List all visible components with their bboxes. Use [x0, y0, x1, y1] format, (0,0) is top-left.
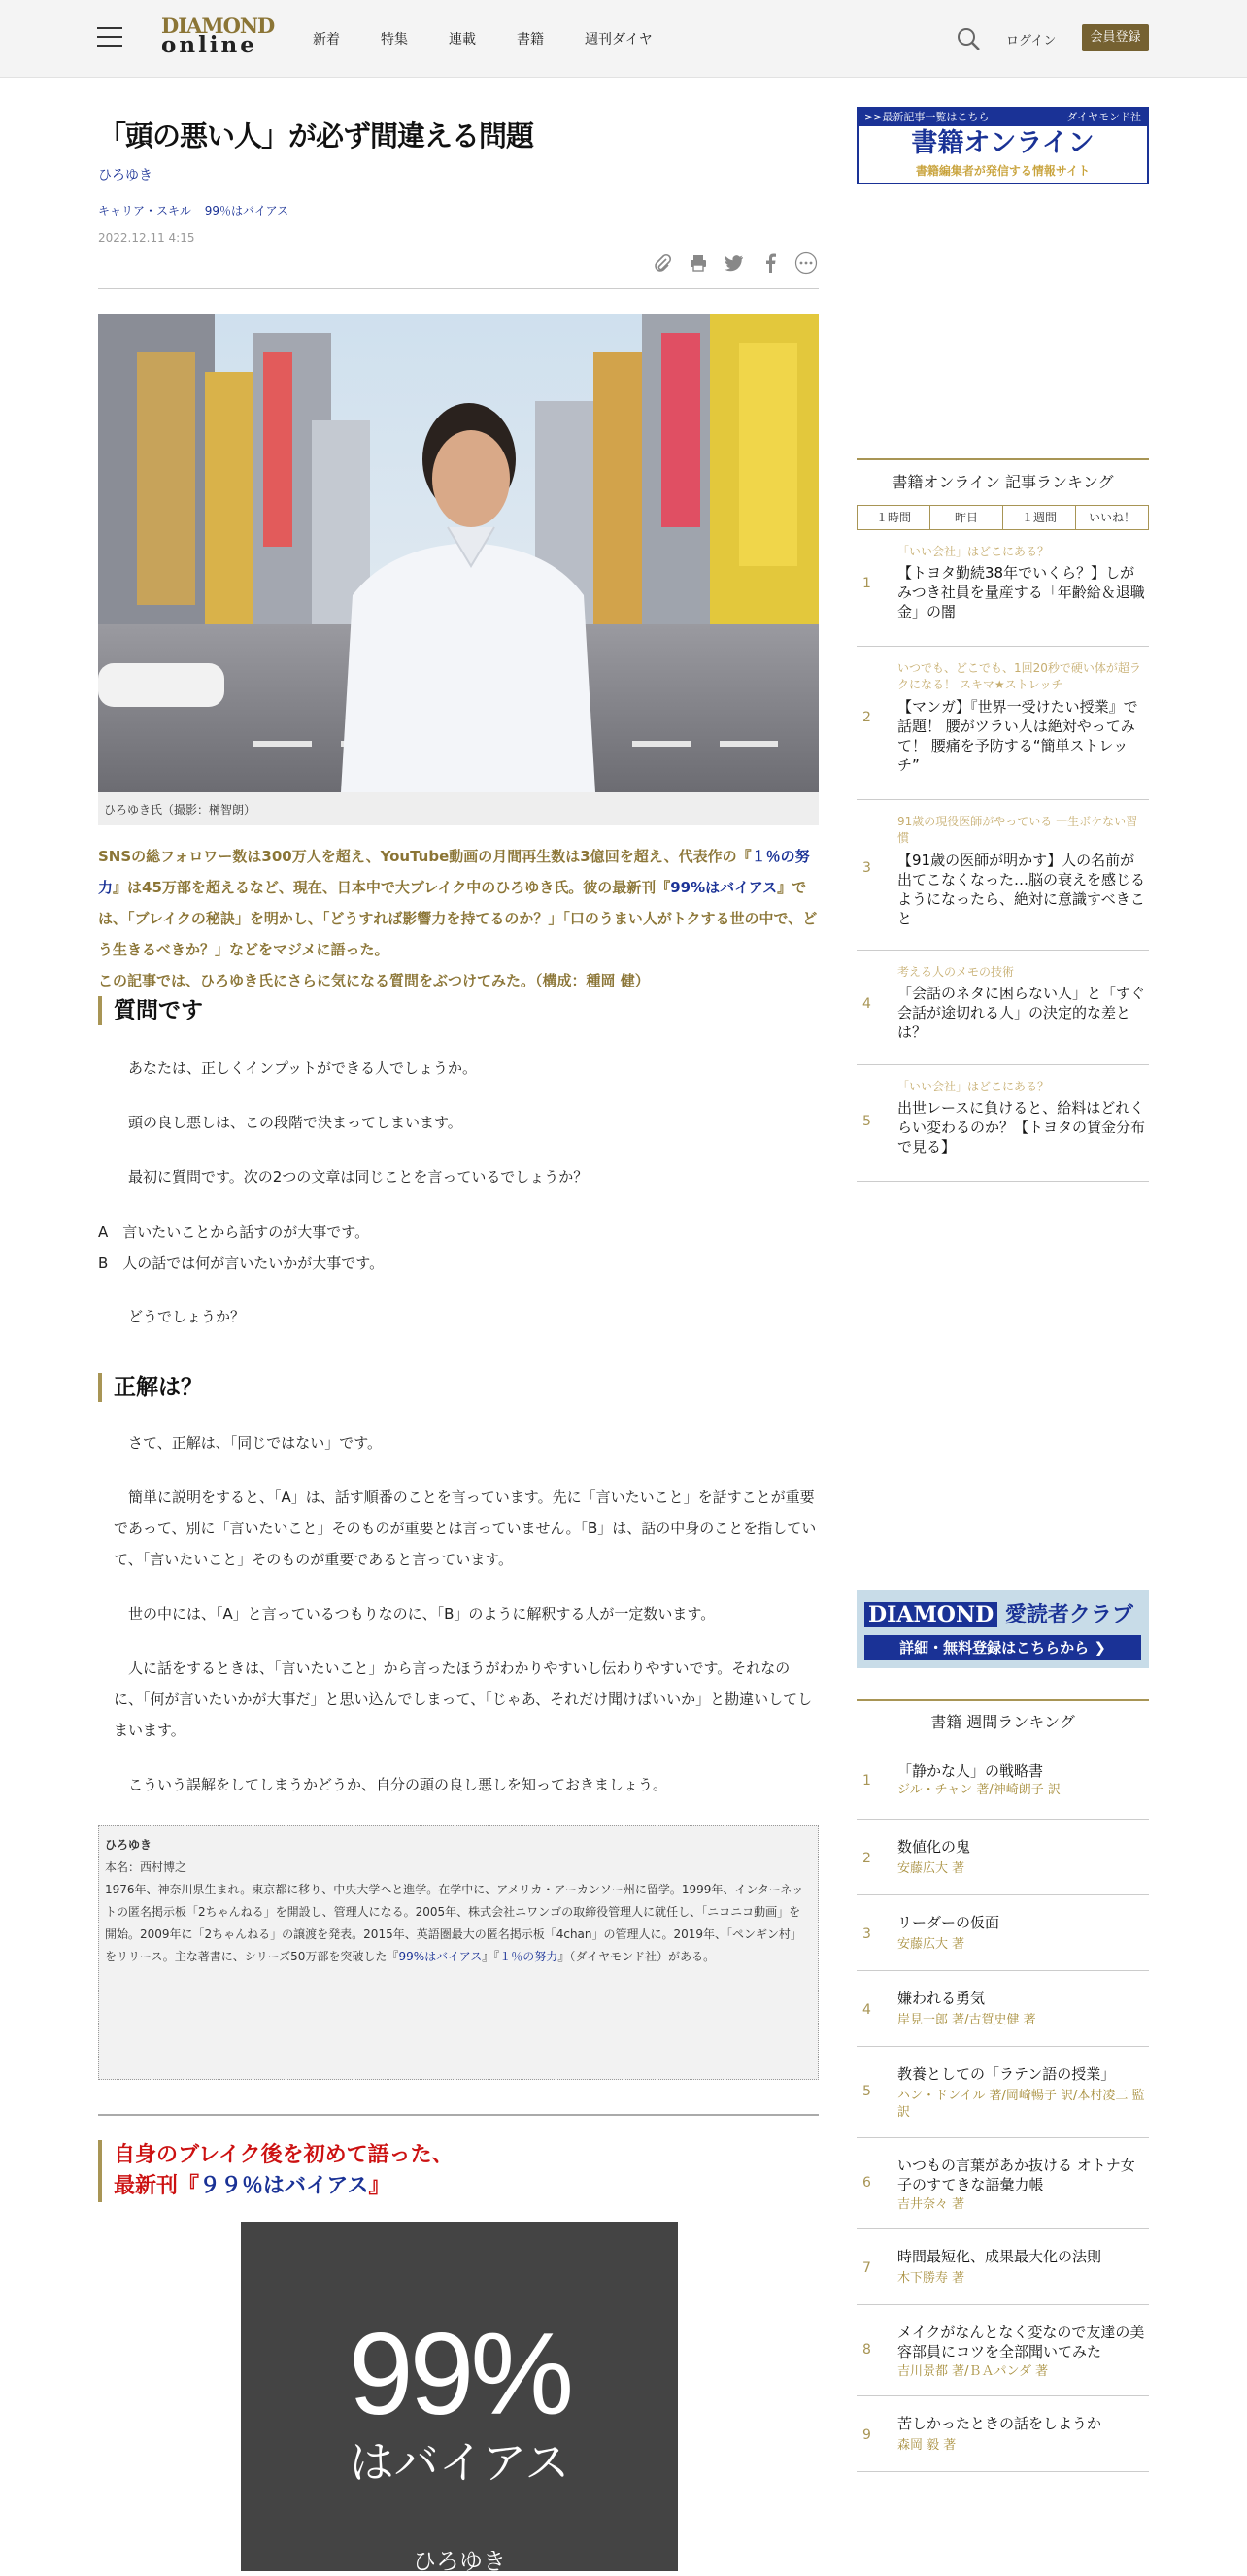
promo-heading — [98, 2140, 454, 2202]
cover-author: ひろゆき — [413, 2548, 506, 2575]
cover-title-sub: はバイアス — [349, 2436, 570, 2489]
banner-top — [859, 109, 1147, 126]
book-rank-item[interactable] — [857, 2229, 1149, 2305]
ranking-item[interactable] — [857, 530, 1149, 647]
book-title: 嫌われる勇気 — [897, 1990, 986, 2007]
paragraph: あなたは、正しくインプットができる人でしょうか。 — [128, 1059, 477, 1077]
tab-likes[interactable]: いいね！ — [1075, 506, 1148, 529]
ranking-tabs — [857, 505, 1149, 530]
facebook-icon[interactable] — [758, 251, 783, 276]
profile-real-name: 本名：西村博之 — [105, 1860, 187, 1874]
ranking-title: 書籍 週間ランキング — [930, 1713, 1075, 1731]
book-author: 吉川景都 著/ＢＡパンダ 著 — [897, 2364, 1049, 2379]
lead-link-bias[interactable]: 99%はバイアス — [670, 879, 778, 896]
club-title-brand: DIAMOND — [864, 1602, 997, 1627]
login-link[interactable]: ログイン — [1006, 34, 1057, 49]
rank-headline: 「会話のネタに困らない人」と「すぐ会話が途切れる人」の決定的な差とは？ — [897, 985, 1146, 1041]
divider — [98, 288, 819, 289]
rank-category: 考える人のメモの技術 — [897, 965, 1015, 979]
profile-name: ひろゆき — [105, 1838, 152, 1852]
book-author: 安藤広大 著 — [897, 1861, 965, 1876]
book-author: 木下勝寿 著 — [897, 2271, 965, 2286]
heading-answer: 正解は？ — [98, 1373, 819, 1402]
book-rank-item[interactable] — [857, 1895, 1149, 1971]
paragraph: 簡単に説明をすると、「A」は、話す順番のことを言っています。先に「言いたいこと」を話すことが重要であって、別に「言いたいこと」そのものが重要とは言っていません。「B」は、話の中身のことを指していて、「言いたいこと」そのものが重要であると言っています。 — [114, 1489, 817, 1568]
club-title — [864, 1598, 1133, 1628]
rank-headline: 【トヨタ勤続38年でいくら？】しがみつき社員を量産する「年齢給＆退職金」の闇 — [897, 564, 1145, 620]
ranking-item[interactable] — [857, 951, 1149, 1065]
search-icon[interactable] — [956, 26, 981, 51]
author-profile — [98, 1825, 819, 2080]
banner-top-right: ダイヤモンド社 — [1066, 111, 1141, 123]
rank-number: 7 — [862, 2260, 871, 2276]
profile-link-effort[interactable]: １％の努力 — [499, 1950, 558, 1963]
profile-bio-text: 1976年、神奈川県生まれ。東京都に移り、中央大学へと進学。在学中に、アメリカ・アーカンソー州に留学。1999年、インターネットの匿名掲示板「2ちゃんねる」を開設し、管理人になる。2005年、株式会社ニワンゴの取締役管理人に就任し、「ニコニコ動画」を開始。2009年に「2ちゃんねる」の譲渡を発表。2015年、英語圏最大の匿名掲示板「4chan」の管理人に。2019年、「ペンギン村」をリリース。主な著書に、シリーズ50万部を突破した『 — [105, 1883, 804, 1963]
tag-career[interactable]: キャリア・スキル — [98, 204, 191, 217]
rank-headline: 出世レースに負けると、給料はどれくらい変わるのか？【トヨタの賃金分布で見る】 — [897, 1099, 1146, 1155]
book-rank-item[interactable] — [857, 1971, 1149, 2047]
clip-icon[interactable] — [650, 251, 675, 276]
book-rank-item[interactable] — [857, 2047, 1149, 2138]
tag-series[interactable]: 99％はバイアス — [204, 204, 289, 217]
lead-text-1: SNSの総フォロワー数は300万人を超え、YouTube動画の月間再生数は3億回を超え、代表作の『 — [98, 848, 752, 865]
nav-series[interactable]: 連載 — [449, 32, 476, 48]
article-photo — [98, 314, 819, 792]
book-cover[interactable] — [241, 2222, 678, 2575]
site-logo[interactable] — [161, 14, 275, 58]
book-title: 「静かな人」の戦略書 — [897, 1762, 1044, 1780]
option-a: A 言いたいことから話すのが大事です。 — [98, 1223, 370, 1241]
paragraph: 世の中には、「A」と言っているつもりなのに、「B」のように解釈する人が一定数います。 — [128, 1605, 716, 1623]
article-date: 2022.12.11 4:15 — [98, 231, 195, 245]
paragraph: こういう誤解をしてしまうかどうか、自分の頭の良し悪しを知っておきましょう。 — [128, 1776, 668, 1793]
heading-question: 質問です — [98, 996, 819, 1025]
ranking-item[interactable] — [857, 647, 1149, 800]
book-rank-item[interactable] — [857, 1820, 1149, 1895]
book-title: リーダーの仮面 — [897, 1914, 1000, 1931]
profile-link-bias[interactable]: 99%はバイアス — [398, 1950, 483, 1963]
profile-bio-sep: 』『 — [482, 1950, 500, 1963]
book-title: 時間最短化、成果最大化の法則 — [897, 2248, 1102, 2265]
article-title: 「頭の悪い人」が必ず間違える問題 — [98, 119, 534, 152]
nav-books[interactable]: 書籍 — [517, 32, 544, 48]
option-b: B 人の話では何が言いたいかが大事です。 — [98, 1255, 385, 1272]
profile-bio — [105, 1879, 812, 1968]
logo-top-text: DIAMOND — [161, 14, 275, 38]
rank-number: 1 — [862, 1773, 871, 1789]
promo-line-2 — [114, 2171, 454, 2202]
book-rank-item[interactable] — [857, 2138, 1149, 2229]
more-icon[interactable] — [793, 251, 819, 276]
menu-icon[interactable] — [97, 27, 122, 49]
book-author: 岸見一郎 著/古賀史健 著 — [897, 2013, 1036, 2027]
book-rank-item[interactable] — [857, 2396, 1149, 2472]
divider — [98, 2114, 819, 2116]
rank-number: 8 — [862, 2342, 871, 2358]
promo-line-2c: 』 — [368, 2174, 390, 2198]
paragraph: どうでしょうか？ — [128, 1308, 246, 1325]
rank-number: 5 — [862, 2084, 871, 2099]
club-cta-button[interactable]: 詳細・無料登録はこちらから ❯ — [864, 1635, 1141, 1660]
rank-category: いつでも、どこでも、1回20秒で硬い体が超ラクになる！ スキマ★ストレッチ — [897, 661, 1141, 691]
rank-headline: 【91歳の医師が明かす】人の名前が出てこなくなった…脳の衰えを感じるようになったら、絶対に意識すべきこと — [897, 852, 1146, 927]
rank-number: 6 — [862, 2175, 871, 2191]
article-author[interactable]: ひろゆき — [98, 168, 152, 184]
nav-feature[interactable]: 特集 — [381, 32, 408, 48]
lead-text-3: 』では、「ブレイクの秘訣」を明かし、「どうすれば影響力を持てるのか？」「口のうまい人がトクする世の中で、どう生きるべきか？」などをマジメに語った。 — [98, 879, 818, 958]
banner-title: 書籍オンライン — [911, 128, 1095, 158]
paragraph: 最初に質問です。次の2つの文章は同じことを言っているでしょうか？ — [128, 1168, 589, 1186]
readers-club-banner[interactable] — [857, 1590, 1149, 1668]
rank-number: 1 — [862, 576, 871, 591]
article-tags — [98, 202, 298, 218]
book-author: ジル・チャン 著/神崎朗子 訳 — [897, 1783, 1061, 1797]
book-title: 数値化の鬼 — [897, 1838, 971, 1856]
site-header — [0, 0, 1247, 78]
print-icon[interactable] — [686, 251, 711, 276]
paragraph: 人に話をするときは、「言いたいこと」から言ったほうがわかりやすいし伝わりやすいです。それなのに、「何が言いたいかが大事だ」と思い込んでしまって、「じゃあ、それだけ聞けばいいか」と勘違いしてしまいます。 — [114, 1659, 813, 1739]
ranking-title: 書籍オンライン 記事ランキング — [892, 473, 1114, 491]
rank-number: 2 — [862, 710, 871, 725]
banner-top-left: >>最新記事一覧はこちら — [864, 111, 990, 123]
tab-1hour[interactable]: １時間 — [858, 506, 929, 529]
paragraph: さて、正解は、「同じではない」です。 — [128, 1434, 383, 1452]
article-ranking — [857, 458, 1149, 1182]
promo-book-link[interactable]: ９９％はバイアス — [199, 2174, 369, 2198]
book-ranking — [857, 1699, 1149, 2472]
book-title: 教養としての「ラテン語の授業」 — [897, 2065, 1116, 2083]
rank-number: 3 — [862, 1926, 871, 1942]
article-lead — [98, 841, 819, 996]
tab-yesterday[interactable]: 昨日 — [929, 506, 1002, 529]
paragraph: 頭の良し悪しは、この段階で決まってしまいます。 — [128, 1114, 462, 1131]
book-author: 安藤広大 著 — [897, 1937, 965, 1952]
ranking-item[interactable] — [857, 1065, 1149, 1182]
books-online-banner[interactable] — [857, 107, 1149, 184]
rank-number: 4 — [862, 2002, 871, 2018]
register-button[interactable]: 会員登録 — [1082, 24, 1149, 51]
photo-caption: ひろゆき氏（撮影：榊智朗） — [98, 792, 819, 825]
banner-subtitle: 書籍編集者が発信する情報サイト — [915, 164, 1091, 178]
book-title: いつもの言葉があか抜ける オトナ女子のすてきな語彙力帳 — [897, 2157, 1135, 2193]
cover-title-big: 99% — [348, 2309, 571, 2439]
book-author: ハン・ドンイル 著/岡崎暢子 訳/本村凌二 監訳 — [897, 2089, 1145, 2120]
rank-category: 「いい会社」はどこにある？ — [897, 545, 1050, 558]
book-author: 森岡 毅 著 — [897, 2438, 957, 2453]
profile-bio-end: 』（ダイヤモンド社）がある。 — [557, 1950, 716, 1963]
promo-line-1: 自身のブレイク後を初めて語った、 — [114, 2143, 454, 2167]
lead-link-effort[interactable]: １％の努力 — [98, 848, 810, 896]
main-nav — [313, 29, 693, 49]
ranking-item[interactable] — [857, 800, 1149, 951]
book-rank-item[interactable] — [857, 2305, 1149, 2396]
rank-headline: 【マンガ】『世界一受けたい授業』で話題！ 腰がツラい人は絶対やってみて！ 腰痛を予防する“簡単ストレッチ” — [897, 698, 1138, 774]
rank-number: 3 — [862, 860, 871, 876]
club-title-text: 愛読者クラブ — [1004, 1602, 1133, 1627]
nav-new[interactable]: 新着 — [313, 32, 340, 48]
rank-category: 「いい会社」はどこにある？ — [897, 1080, 1050, 1093]
rank-number: 5 — [862, 1114, 871, 1129]
lead-text-2: 』は45万部を超えるなど、現在、日本中で大ブレイク中のひろゆき氏。彼の最新刊『 — [113, 879, 671, 896]
book-title: メイクがなんとなく変なので友達の美容部員にコツを全部聞いてみた — [897, 2324, 1145, 2360]
book-author: 吉井奈々 著 — [897, 2197, 965, 2212]
nav-weekly[interactable]: 週刊ダイヤ — [585, 32, 653, 48]
book-title: 苦しかったときの話をしようか — [897, 2415, 1102, 2432]
twitter-icon[interactable] — [722, 251, 747, 276]
share-bar — [639, 251, 819, 276]
rank-number: 4 — [862, 996, 871, 1012]
rank-category: 91歳の現役医師がやっている 一生ボケない習慣 — [897, 815, 1138, 845]
lead-text-4: この記事では、ひろゆき氏にさらに気になる質問をぶつけてみた。（構成：種岡 健） — [98, 972, 650, 989]
rank-number: 9 — [862, 2427, 871, 2443]
promo-line-2a: 最新刊『 — [114, 2174, 200, 2198]
book-rank-item[interactable] — [857, 1744, 1149, 1820]
logo-bottom-text: online — [161, 32, 257, 58]
tab-1week[interactable]: １週間 — [1002, 506, 1075, 529]
rank-number: 2 — [862, 1851, 871, 1866]
